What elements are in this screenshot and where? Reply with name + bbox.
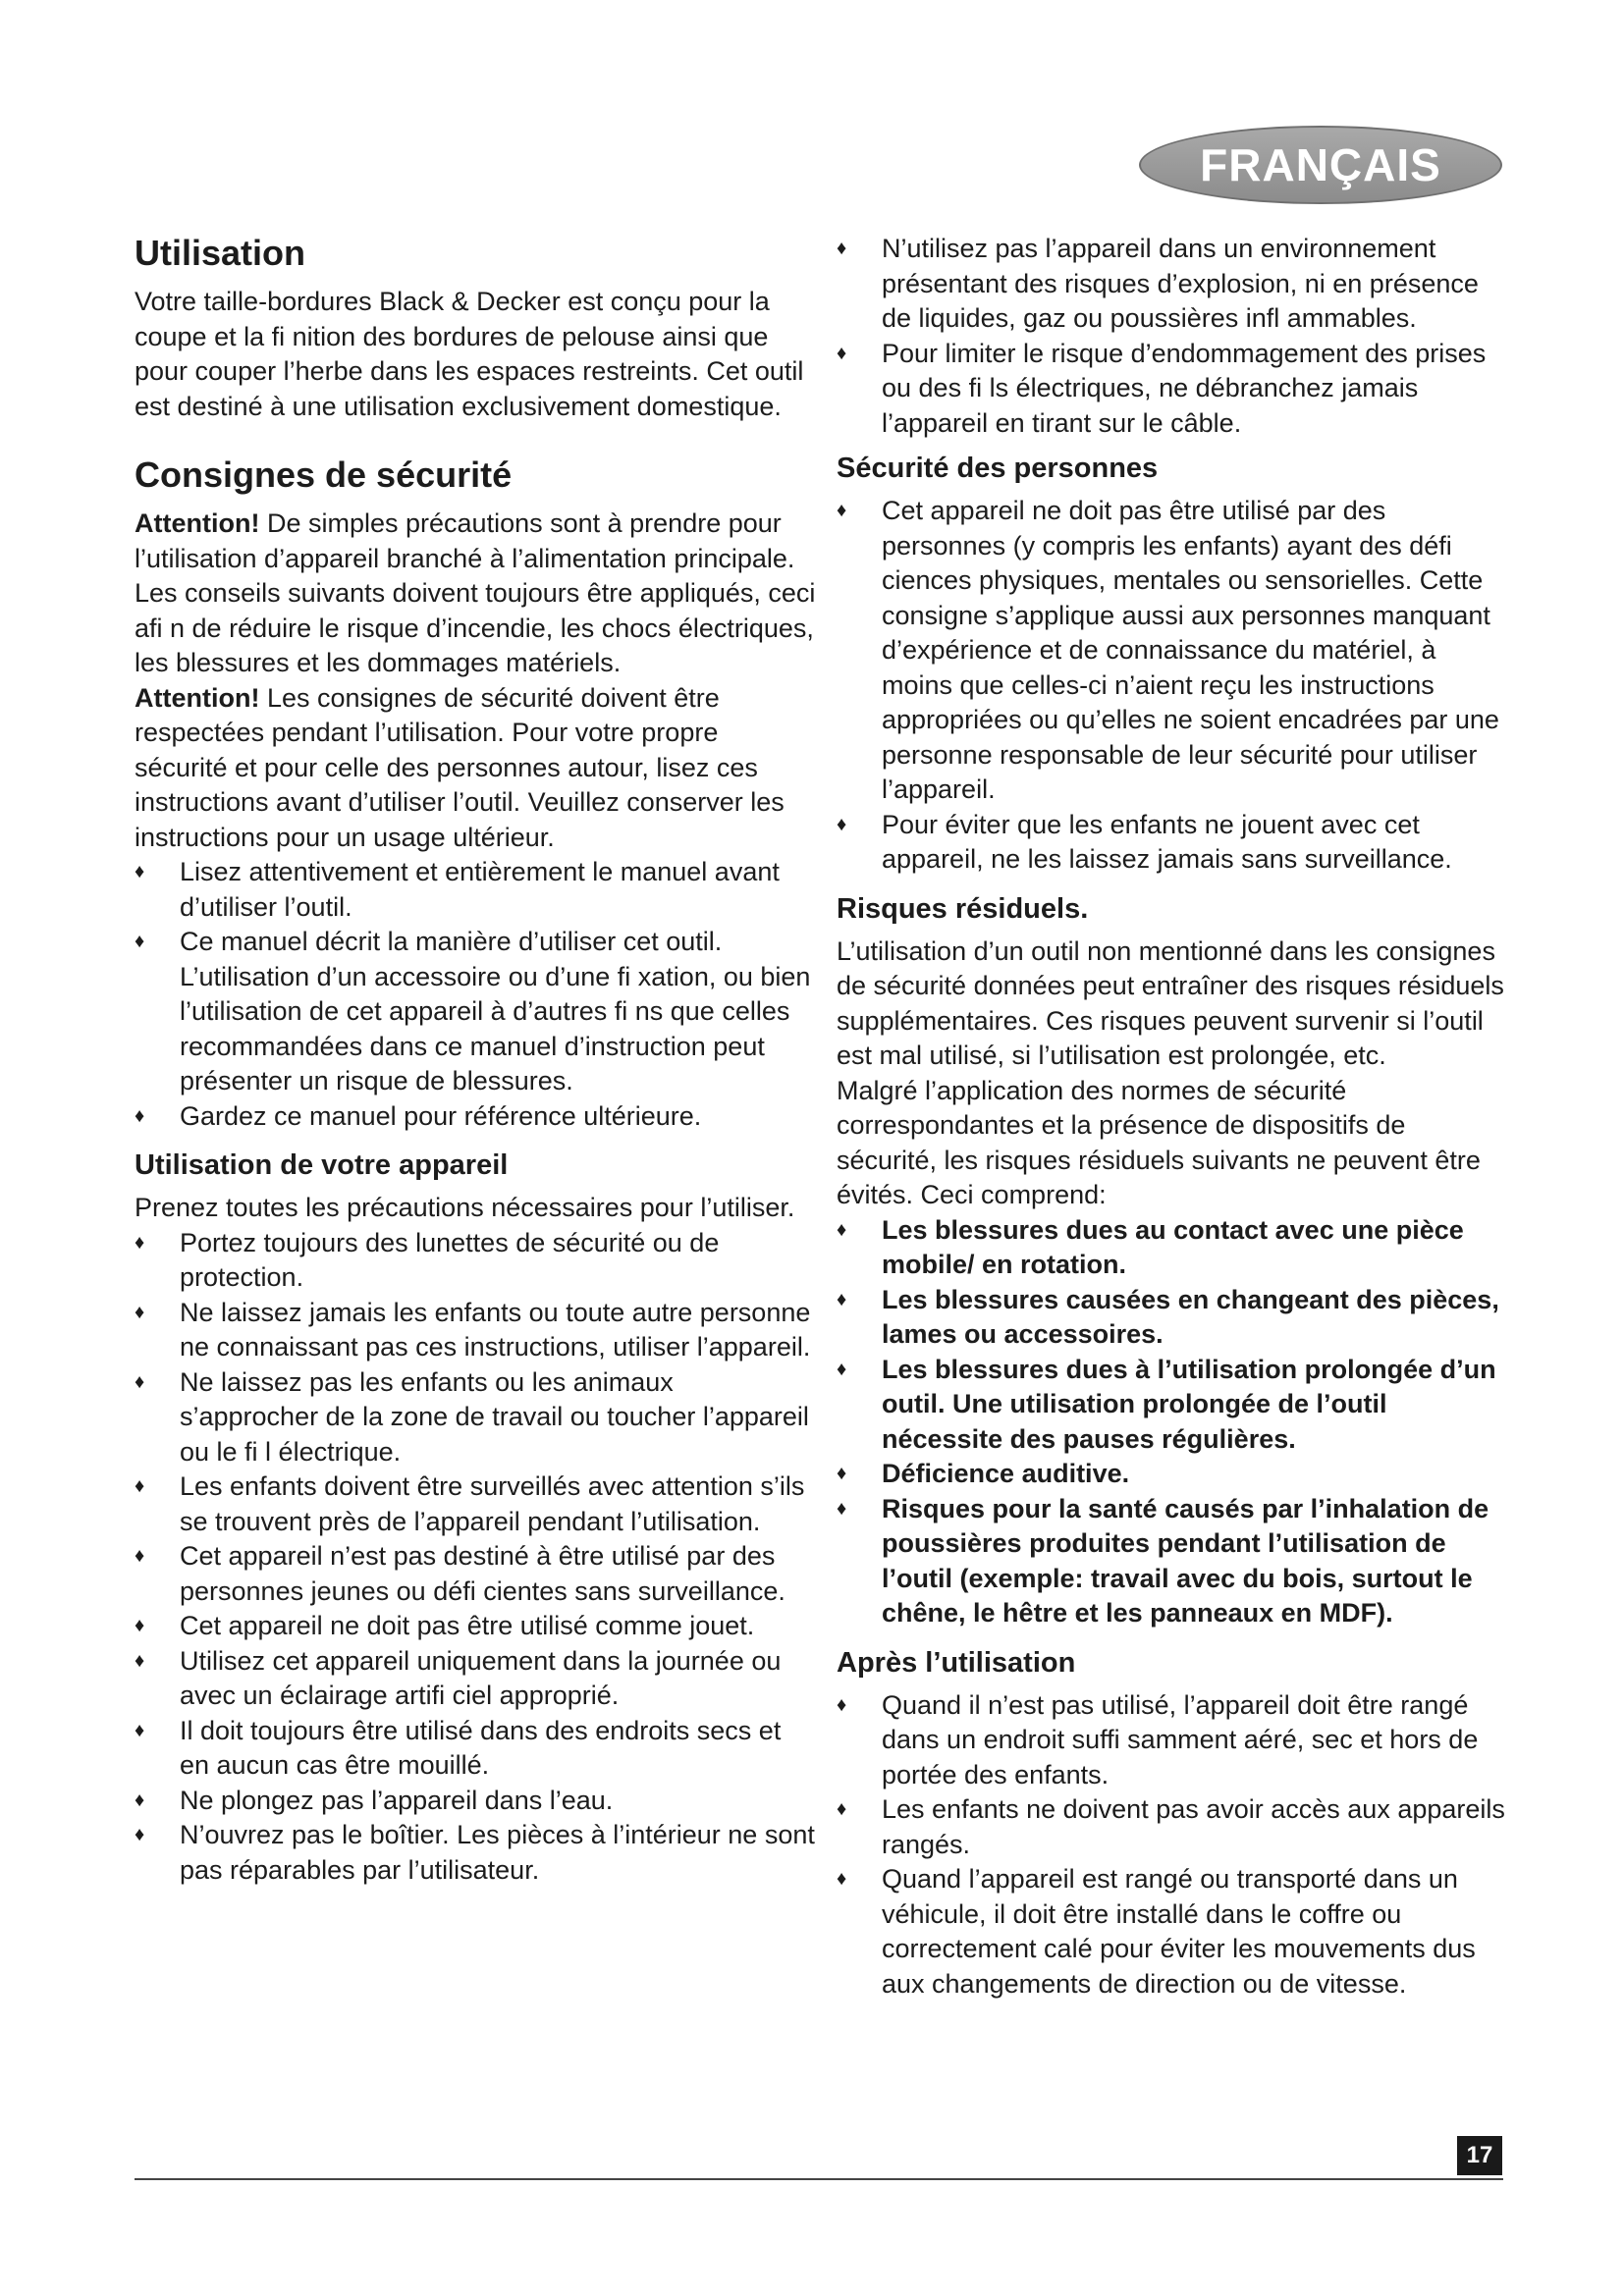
list-item: ♦ Quand l’appareil est rangé ou transporté dans un véhicule, il doit être installé dans le coffre ou correctement calé pour éviter les mouvements dus aux changements de direction ou de vitesse. (837, 1862, 1509, 2002)
left-column (135, 232, 817, 1888)
list-item: ♦ Les enfants doivent être surveillés avec attention s’ils se trouvent près de l’appareil pendant l’utilisation. (135, 1469, 817, 1539)
list-item: ♦ Les blessures dues à l’utilisation prolongée d’un outil. Une utilisation prolongée de l’outil nécessite des pauses régulières. (837, 1353, 1509, 1458)
language-label: FRANÇAIS (1200, 139, 1441, 190)
section-title-consignes: Consignes de sécurité (135, 454, 513, 495)
list-item: ♦ Les enfants ne doivent pas avoir accès aux appareils rangés. (837, 1792, 1509, 1862)
section-title-risques: Risques résiduels. (837, 892, 1089, 925)
list-item: ♦ Lisez attentivement et entièrement le manuel avant d’utiliser l’outil. (135, 855, 817, 925)
list-item: ♦ Portez toujours des lunettes de sécurité ou de protection. (135, 1226, 817, 1296)
language-badge (1139, 126, 1502, 204)
list-item: ♦ Les blessures causées en changeant des pièces, lames ou accessoires. (837, 1283, 1509, 1353)
list-item: ♦ Risques pour la santé causés par l’inhalation de poussières produites pendant l’utilisation de l’outil (exemple: travail avec du bois, surtout le chêne, le hêtre et les panneaux en MDF). (837, 1492, 1509, 1631)
environment-list (837, 232, 1509, 441)
attention-text-1: De simples précautions sont à prendre pour l’utilisation d’appareil branché à l’alimentation principale. Les conseils suivants doivent toujours être appliqués, ceci afi n de réduire le risque d’incendie, les chocs électriques, les blessures et les dommages matériels. (135, 508, 816, 677)
apres-list (837, 1688, 1509, 2002)
attention-paragraph-2 (135, 681, 817, 856)
section-title-appareil: Utilisation de votre appareil (135, 1149, 509, 1181)
list-item: ♦ Quand il n’est pas utilisé, l’appareil doit être rangé dans un endroit suffi samment aéré, sec et hors de portée des enfants. (837, 1688, 1509, 1793)
page-number: 17 (1457, 2136, 1502, 2175)
appareil-intro: Prenez toutes les précautions nécessaires pour l’utiliser. (135, 1193, 795, 1222)
list-item: ♦ Les blessures dues au contact avec une pièce mobile/ en rotation. (837, 1213, 1509, 1283)
right-column (837, 232, 1509, 2002)
section-title-apres: Après l’utilisation (837, 1646, 1076, 1679)
attention-text-2: Les consignes de sécurité doivent être respectées pendant l’utilisation. Pour votre propre sécurité et pour celle des personnes autour, lisez ces instructions avant d’utiliser l’outil. Veuillez conserver les instructions pour un usage ultérieur. (135, 682, 785, 852)
consignes-list (135, 855, 817, 1134)
attention-paragraph-1 (135, 507, 817, 681)
section-title-utilisation: Utilisation (135, 233, 306, 273)
list-item: ♦ N’utilisez pas l’appareil dans un environnement présentant des risques d’explosion, ni en présence de liquides, gaz ou poussières infl ammables. (837, 232, 1509, 337)
personnes-list (837, 494, 1509, 878)
list-item: ♦ Ne laissez jamais les enfants ou toute autre personne ne connaissant pas ces instructions, utiliser l’appareil. (135, 1296, 817, 1365)
list-item: ♦ Cet appareil n’est pas destiné à être utilisé par des personnes jeunes ou défi cientes sans surveillance. (135, 1539, 817, 1609)
list-item: ♦ Cet appareil ne doit pas être utilisé par des personnes (y compris les enfants) ayant des défi ciences physiques, mentales ou sensorielles. Cette consigne s’applique aussi aux personnes manquant d’expérience et de connaissance du matériel, à moins que celles-ci n’aient reçu les instructions appropriées ou qu’elles ne soient encadrées par une personne responsable de leur sécurité pour utiliser l’appareil. (837, 494, 1509, 808)
list-item: ♦ Utilisez cet appareil uniquement dans la journée ou avec un éclairage artifi ciel approprié. (135, 1644, 817, 1714)
risques-text-1: L’utilisation d’un outil non mentionné dans les consignes de sécurité données peut entraîner des risques résiduels supplémentaires. Ces risques peuvent survenir si l’outil est mal utilisé, si l’utilisation est prolongée, etc. (837, 935, 1504, 1070)
list-item: ♦ Cet appareil ne doit pas être utilisé comme jouet. (135, 1609, 817, 1644)
list-item: ♦ Pour éviter que les enfants ne jouent avec cet appareil, ne les laissez jamais sans surveillance. (837, 808, 1509, 878)
list-item: ♦ Ce manuel décrit la manière d’utiliser cet outil. L’utilisation d’un accessoire ou d’une fi xation, ou bien l’utilisation de cet appareil à d’autres fi ns que celles recommandées dans ce manuel d’instruction peut présenter un risque de blessures. (135, 925, 817, 1099)
appareil-list (135, 1226, 817, 1889)
list-item: ♦ Ne laissez pas les enfants ou les animaux s’approcher de la zone de travail ou toucher l’appareil ou le fi l électrique. (135, 1365, 817, 1470)
utilisation-text: Votre taille-bordures Black & Decker est conçu pour la coupe et la fi nition des bordures de pelouse ainsi que pour couper l’herbe dans les espaces restreints. Cet outil est destiné à une utilisation exclusivement domestique. (135, 287, 804, 421)
list-item: ♦ Il doit toujours être utilisé dans des endroits secs et en aucun cas être mouillé. (135, 1714, 817, 1784)
list-item: ♦ Déficience auditive. (837, 1457, 1509, 1492)
section-title-personnes: Sécurité des personnes (837, 453, 1159, 484)
list-item: ♦ Ne plongez pas l’appareil dans l’eau. (135, 1784, 817, 1819)
list-item: ♦ Gardez ce manuel pour référence ultérieure. (135, 1099, 817, 1135)
footer-divider (135, 2178, 1503, 2180)
attention-label-2: Attention! (135, 682, 260, 713)
risques-text-2: Malgré l’application des normes de sécurité correspondantes et la présence de dispositifs de sécurité, les risques résiduels suivants ne peuvent être évités. Ceci comprend: (837, 1075, 1481, 1209)
list-item: ♦ Pour limiter le risque d’endommagement des prises ou des fi ls électriques, ne débranchez jamais l’appareil en tirant sur le câble. (837, 337, 1509, 442)
attention-label-1: Attention! (135, 508, 260, 538)
list-item: ♦ N’ouvrez pas le boîtier. Les pièces à l’intérieur ne sont pas réparables par l’utilisateur. (135, 1818, 817, 1888)
risques-list (837, 1213, 1509, 1631)
